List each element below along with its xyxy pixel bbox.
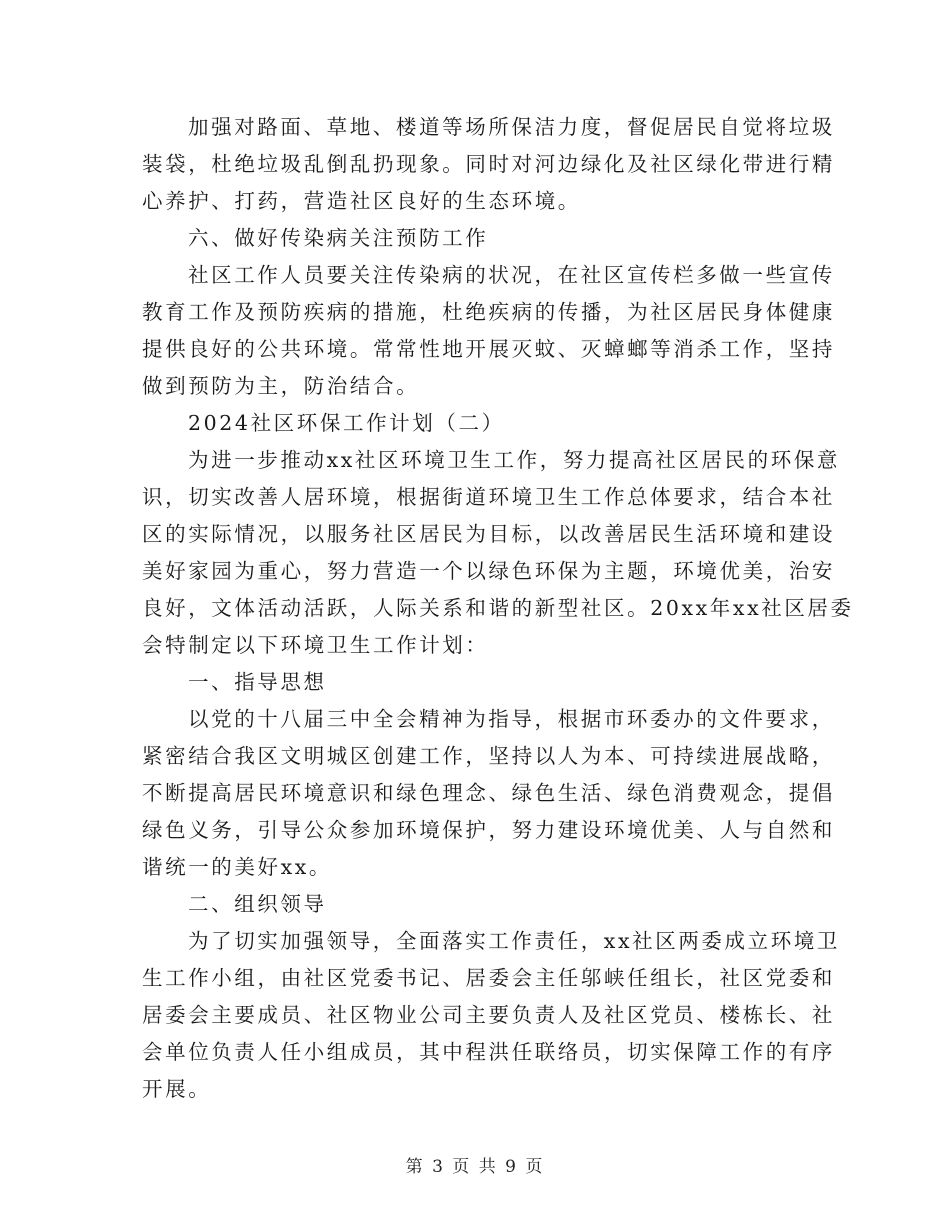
paragraph-line: 心养护、打药，营造社区良好的生态环境。 (142, 189, 581, 213)
paragraph-line: 会特制定以下环境卫生工作计划： (142, 633, 489, 657)
paragraph-line: 良好，文体活动活跃，人际关系和谐的新型社区。20xx年xx社区居委 (142, 596, 854, 620)
document-title: 2024社区环保工作计划（二） (188, 411, 505, 435)
paragraph-line: 为进一步推动xx社区环境卫生工作，努力提高社区居民的环保意 (188, 448, 841, 472)
document-body (142, 109, 854, 1108)
paragraph-line: 绿色义务，引导公众参加环境保护，努力建设环境优美、人与自然和 (142, 818, 835, 842)
paragraph-line: 谐统一的美好xx。 (142, 855, 333, 879)
paragraph-line: 做到预防为主，防治结合。 (142, 374, 420, 398)
paragraph-line: 会单位负责人任小组成员，其中程洪任联络员，切实保障工作的有序 (142, 1040, 835, 1064)
paragraph-line: 紧密结合我区文明城区创建工作，坚持以人为本、可持续进展战略， (142, 744, 835, 768)
paragraph-line: 提供良好的公共环境。常常性地开展灭蚊、灭蟑螂等消杀工作，坚持 (142, 337, 835, 361)
paragraph-line: 居委会主要成员、社区物业公司主要负责人及社区党员、楼栋长、社 (142, 1003, 835, 1027)
paragraph-line: 美好家园为重心，努力营造一个以绿色环保为主题，环境优美，治安 (142, 559, 835, 583)
paragraph-line: 教育工作及预防疾病的措施，杜绝疾病的传播，为社区居民身体健康 (142, 300, 835, 324)
paragraph-line: 以党的十八届三中全会精神为指导，根据市环委办的文件要求， (188, 707, 835, 731)
paragraph-line: 开展。 (142, 1077, 212, 1101)
section-heading: 六、做好传染病关注预防工作 (188, 226, 489, 250)
paragraph-line: 装袋，杜绝垃圾乱倒乱扔现象。同时对河边绿化及社区绿化带进行精 (142, 152, 835, 176)
section-heading: 一、指导思想 (188, 670, 327, 694)
section-heading: 二、组织领导 (188, 892, 327, 916)
paragraph-line: 识，切实改善人居环境，根据街道环境卫生工作总体要求，结合本社 (142, 485, 835, 509)
paragraph-line: 生工作小组，由社区党委书记、居委会主任邬峡任组长，社区党委和 (142, 966, 835, 990)
page-number-footer: 第 3 页 共 9 页 (405, 1157, 545, 1177)
paragraph-line: 区的实际情况，以服务社区居民为目标，以改善居民生活环境和建设 (142, 522, 835, 546)
paragraph-line: 加强对路面、草地、楼道等场所保洁力度，督促居民自觉将垃圾 (188, 115, 835, 139)
paragraph-line: 为了切实加强领导，全面落实工作责任，xx社区两委成立环境卫 (188, 929, 841, 953)
paragraph-line: 不断提高居民环境意识和绿色理念、绿色生活、绿色消费观念，提倡 (142, 781, 835, 805)
paragraph-line: 社区工作人员要关注传染病的状况，在社区宣传栏多做一些宣传 (188, 263, 835, 287)
